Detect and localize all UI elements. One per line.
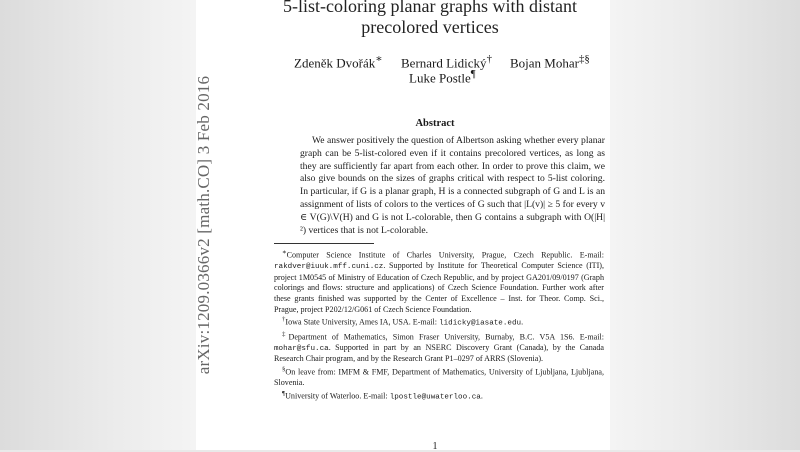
email-mohar: mohar@sfu.ca — [274, 344, 329, 353]
abstract-body — [300, 135, 605, 237]
paper-title-line-1: 5-list-coloring planar graphs with distant — [283, 0, 577, 16]
abstract-text: We answer positively the question of Albertson asking whether every planar graph can be 5-list-colored even if it contains precolored vertices, as long as they are sufficiently far apart from each other. In order to prove this claim, we also give bounds on the sizes of graphs critical with respect to 5-list coloring. In particular, if G is a planar graph, H is a connected subgraph of G and L is an assignment of lists of colors to the vertices of G such that |L(v)| ≥ 5 for every v ∈ V(G)\V(H) and G is not L-colorable, then G contains a subgraph with O(|H|²) vertices that is not L-colorable. — [300, 135, 605, 236]
paper-title-line-2: precolored vertices — [361, 17, 499, 37]
footnote-affiliation-dvorak: ∗Computer Science Institute of Charles University, Prague, Czech Republic. E-mail: rakdver@iuuk.mff.cuni.cz. Supported by Institute for Theoretical Computer Science (ITI), project 1M0545 of Ministry of Education of Czech Republic, and by project GA201/09/0197 (Graph colorings and flows: structure and applications) of Czech Science Foundation. Further work after these grants finished was supported by the Center of Excellence – Inst. for Theor. Comp. Sci., Prague, project P202/12/G061 of Czech Science Foundation. — [274, 249, 604, 314]
blurred-backdrop-right — [610, 0, 800, 450]
arxiv-identifier: arXiv:1209.0366v2 [math.CO] 3 Feb 2016 — [194, 75, 213, 375]
email-dvorak: rakdver@iuuk.mff.cuni.cz — [274, 263, 384, 272]
author-dvorak: Zdeněk Dvořák∗ — [294, 53, 383, 71]
author-lidicky: Bernard Lidický† — [401, 53, 492, 71]
author-mohar: Bojan Mohar‡§ — [510, 53, 590, 71]
email-lidicky: lidicky@iasate.edu — [439, 319, 522, 328]
page-number: 1 — [432, 441, 438, 452]
footnote-rule — [274, 243, 374, 244]
abstract-heading: Abstract — [415, 118, 455, 129]
author-postle: Luke Postle¶ — [409, 68, 476, 86]
footnotes — [274, 248, 604, 403]
footnote-affiliation-lidicky: †Iowa State University, Ames IA, USA. E-mail: lidicky@iasate.edu. — [282, 316, 524, 328]
footnote-affiliation-postle: ¶University of Waterloo. E-mail: lpostle@uwaterloo.ca. — [282, 389, 483, 402]
footnote-leave-mohar: §On leave from: IMFM & FMF, Department of Mathematics, University of Ljubljana, Ljubljana, Slovenia. — [274, 366, 604, 388]
footnote-affiliation-mohar: ‡Department of Mathematics, Simon Fraser University, Burnaby, B.C. V5A 1S6. E-mail: mohar@sfu.ca. Supported in part by an NSERC Discovery Grant (Canada), by the Canada Research Chair program, and by the Research Grant P1–0297 of ARRS (Slovenia). — [274, 330, 604, 364]
blurred-backdrop-left — [0, 0, 196, 450]
email-postle: lpostle@uwaterloo.ca — [389, 393, 481, 402]
